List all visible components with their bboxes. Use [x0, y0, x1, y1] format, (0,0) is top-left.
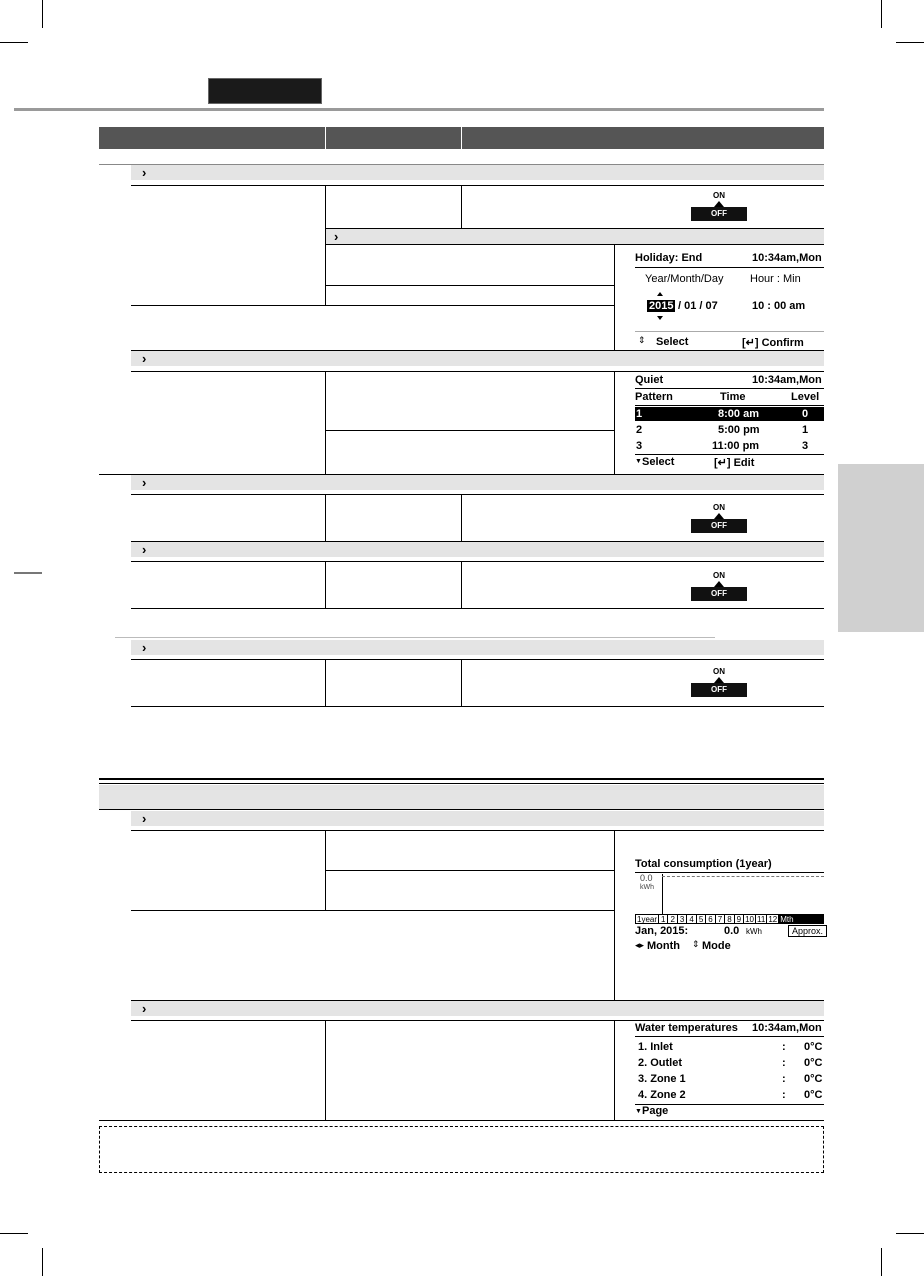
up-down-arrow-icon: ⇕ [638, 335, 646, 345]
temp-row-label: 1. Inlet [638, 1041, 673, 1053]
crop-mark [0, 1233, 28, 1234]
year-field[interactable]: 2015 [649, 300, 674, 312]
consumption-screen [632, 856, 824, 956]
row-pattern: 2 [636, 424, 643, 436]
screen-title: Holiday: End [635, 252, 703, 264]
margin-marker [14, 572, 42, 574]
crop-mark [42, 0, 43, 28]
holiday-end-screen [632, 252, 824, 348]
chevron-right-icon: › [142, 351, 147, 366]
row-level: 0 [802, 408, 809, 420]
month-tab[interactable]: 8 [725, 915, 734, 923]
row-pattern: 1 [636, 408, 643, 420]
row-time: 8:00 am [718, 408, 759, 420]
y-axis-value: 0.0 [640, 873, 653, 883]
water-temperatures-screen [632, 1022, 824, 1118]
month-tab[interactable]: 11 [757, 915, 766, 924]
temp-row-label: 3. Zone 1 [638, 1073, 686, 1085]
temp-row-sep: : [782, 1089, 786, 1101]
temp-row-sep: : [782, 1057, 786, 1069]
sub-section-band [131, 165, 824, 180]
screen-title: Water temperatures [635, 1022, 738, 1034]
temp-row-value: 0°C [804, 1057, 823, 1069]
hint-edit: [↵] Edit [714, 457, 755, 469]
sub-section-band [326, 229, 824, 244]
date-rest: / 01 / 07 [678, 300, 718, 312]
temp-row-sep: : [782, 1041, 786, 1053]
temp-row-value: 0°C [804, 1041, 823, 1053]
quiet-screen [632, 374, 824, 472]
temp-row-sep: : [782, 1073, 786, 1085]
hint-confirm: [↵] Confirm [742, 337, 804, 349]
month-tab[interactable]: 1 [659, 915, 668, 923]
triangle-down-icon: ▼ [635, 458, 642, 465]
approx-label: Approx. [788, 925, 827, 937]
toggle-on-label: ON [713, 503, 725, 512]
level-header: Level [791, 391, 820, 403]
hint-page: Page [642, 1105, 669, 1117]
month-tab[interactable]: 9 [735, 915, 744, 923]
time-header: Time [720, 391, 746, 403]
temp-row-value: 0°C [804, 1089, 823, 1101]
temp-row-label: 4. Zone 2 [638, 1089, 686, 1101]
lower-table-header [99, 785, 824, 809]
crop-mark [881, 1248, 882, 1276]
month-tab[interactable]: 2 [668, 915, 677, 923]
toggle-off-label: OFF [691, 683, 747, 697]
date-column-header: Year/Month/Day [645, 273, 724, 285]
toggle-off-label: OFF [691, 519, 747, 533]
month-tab[interactable]: Mth [779, 915, 823, 923]
month-tab[interactable]: 1year [637, 915, 658, 924]
crop-mark [896, 1233, 924, 1234]
consumption-date: Jan, 2015: [635, 925, 689, 937]
month-tab[interactable]: 7 [716, 915, 725, 923]
chevron-right-icon: › [142, 640, 147, 655]
toggle-off-label: OFF [691, 587, 747, 601]
row-level: 3 [802, 440, 809, 452]
chevron-right-icon: › [142, 1001, 147, 1016]
time-field: 10 : 00 am [752, 300, 806, 312]
left-right-arrow-icon: ◂▸ [635, 940, 645, 950]
row-level: 1 [802, 424, 809, 436]
consumption-value: 0.0 [724, 925, 740, 937]
row-pattern: 3 [636, 440, 643, 452]
temp-row-label: 2. Outlet [638, 1057, 683, 1069]
toggle-off-label: OFF [691, 207, 747, 221]
screen-clock: 10:34am,Mon [752, 252, 822, 264]
toggle-on-label: ON [713, 571, 725, 580]
chevron-right-icon: › [142, 475, 147, 490]
screen-clock: 10:34am,Mon [752, 374, 822, 386]
chevron-right-icon: › [142, 542, 147, 557]
row-time: 5:00 pm [718, 424, 760, 436]
triangle-down-icon: ▼ [635, 1108, 642, 1115]
triangle-up-icon [657, 292, 663, 296]
month-tab[interactable]: 3 [678, 915, 687, 923]
chevron-right-icon: › [334, 229, 339, 244]
hint-select: Select [642, 456, 675, 468]
note-box [99, 1126, 824, 1173]
crop-mark [881, 0, 882, 28]
consumption-unit: kWh [746, 927, 762, 936]
table-header [99, 127, 824, 149]
toggle-on-label: ON [713, 667, 725, 676]
side-tab [838, 464, 924, 632]
header-rule [14, 108, 824, 111]
temp-row-value: 0°C [804, 1073, 823, 1085]
screen-title: Total consumption (1year) [635, 858, 772, 870]
row-time: 11:00 pm [712, 440, 760, 452]
y-axis-unit: kWh [640, 884, 654, 891]
triangle-down-icon [657, 316, 663, 320]
month-tab[interactable]: 4 [687, 915, 696, 923]
hint-month: Month [647, 940, 680, 952]
screen-clock: 10:34am,Mon [752, 1022, 822, 1034]
month-tab-strip[interactable] [635, 914, 824, 924]
screen-title: Quiet [635, 374, 664, 386]
sub-section-band [131, 475, 824, 490]
sub-section-band [131, 542, 824, 557]
time-column-header: Hour : Min [750, 273, 801, 285]
chevron-right-icon: › [142, 811, 147, 826]
pattern-header: Pattern [635, 391, 673, 403]
sub-section-band [131, 811, 824, 826]
toggle-on-label: ON [713, 191, 725, 200]
sub-section-band [131, 351, 824, 366]
crop-mark [0, 42, 28, 43]
crop-mark [42, 1248, 43, 1276]
sub-section-band [131, 640, 824, 655]
month-tab[interactable]: 6 [706, 915, 715, 923]
hint-select: Select [656, 336, 689, 348]
section-tab [208, 78, 322, 104]
month-tab[interactable]: 12 [768, 915, 778, 924]
sub-section-band [131, 1001, 824, 1016]
month-tab[interactable]: 5 [697, 915, 706, 923]
hint-mode: Mode [702, 940, 731, 952]
up-down-arrow-icon: ⇕ [692, 939, 700, 949]
month-tab[interactable]: 10 [745, 915, 754, 924]
chevron-right-icon: › [142, 165, 147, 180]
crop-mark [896, 42, 924, 43]
